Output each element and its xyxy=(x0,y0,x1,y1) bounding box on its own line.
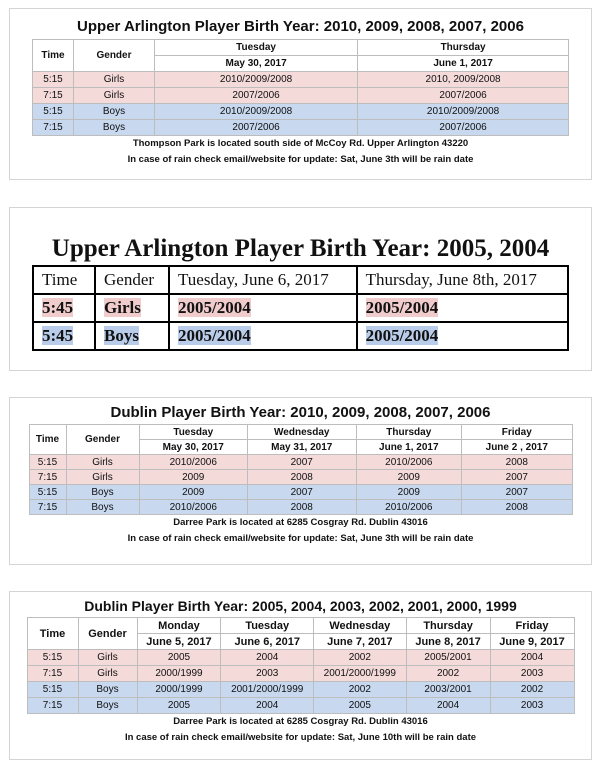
header-time: Time xyxy=(33,40,74,72)
cell-gender: Girls xyxy=(74,88,155,104)
cell-gender: Girls xyxy=(104,298,141,317)
schedule-table xyxy=(32,39,569,136)
schedule-table xyxy=(27,617,575,714)
cell-years: 2010, 2009/2008 xyxy=(358,72,569,88)
location-note: Darree Park is located at 6285 Cosgray Rd. Dublin 43016 xyxy=(173,716,428,727)
cell-years: 2003 xyxy=(490,698,574,714)
header-day: Friday xyxy=(490,618,574,634)
header-time: Time xyxy=(33,266,95,294)
rain-note: In case of rain check email/website for update: Sat, June 3th will be rain date xyxy=(127,533,474,544)
cell-years: 2004 xyxy=(490,650,574,666)
header-time: Time xyxy=(27,618,78,650)
cell-gender: Boys xyxy=(74,104,155,120)
header-date: June 8, 2017 xyxy=(406,634,490,650)
cell-years: 2010/2006 xyxy=(139,455,248,470)
cell-years: 2009 xyxy=(139,470,248,485)
cell-years: 2003 xyxy=(490,666,574,682)
cell-years: 2010/2006 xyxy=(356,500,462,515)
header-gender: Gender xyxy=(66,425,139,455)
cell-years: 2005 xyxy=(137,698,221,714)
panel-title: Upper Arlington Player Birth Year: 2005, 2004 xyxy=(51,235,550,262)
cell-years: 2005/2004 xyxy=(365,326,439,345)
header-date: May 30, 2017 xyxy=(155,56,358,72)
header-day: Monday xyxy=(137,618,221,634)
cell-gender: Boys xyxy=(78,682,137,698)
cell-years: 2007/2006 xyxy=(155,88,358,104)
table-row xyxy=(27,698,574,714)
cell-time: 7:15 xyxy=(27,666,78,682)
cell-years: 2008 xyxy=(248,500,357,515)
cell-gender: Boys xyxy=(74,120,155,136)
header-day: Tuesday xyxy=(221,618,314,634)
cell-years: 2008 xyxy=(462,500,572,515)
table-row xyxy=(33,120,569,136)
cell-years: 2010/2006 xyxy=(139,500,248,515)
table-row xyxy=(33,72,569,88)
header-day: Wednesday xyxy=(314,618,407,634)
cell-years: 2010/2009/2008 xyxy=(155,72,358,88)
cell-years: 2000/1999 xyxy=(137,666,221,682)
cell-years: 2002 xyxy=(406,666,490,682)
header-gender: Gender xyxy=(74,40,155,72)
header-date: June 1, 2017 xyxy=(356,440,462,455)
header-date: June 1, 2017 xyxy=(358,56,569,72)
header-date: May 31, 2017 xyxy=(248,440,357,455)
panel-title: Dublin Player Birth Year: 2010, 2009, 2008, 2007, 2006 xyxy=(110,404,491,421)
cell-years: 2007 xyxy=(248,485,357,500)
cell-gender: Girls xyxy=(66,470,139,485)
cell-years: 2008 xyxy=(462,455,572,470)
table-row xyxy=(27,666,574,682)
table-row xyxy=(33,294,568,322)
table-row xyxy=(33,322,568,350)
table-row xyxy=(29,500,572,515)
cell-gender: Boys xyxy=(78,698,137,714)
header-date: June 9, 2017 xyxy=(490,634,574,650)
cell-years: 2003 xyxy=(221,666,314,682)
header-date: May 30, 2017 xyxy=(139,440,248,455)
cell-years: 2008 xyxy=(248,470,357,485)
cell-years: 2007 xyxy=(462,470,572,485)
cell-years: 2005 xyxy=(314,698,407,714)
cell-years: 2010/2009/2008 xyxy=(155,104,358,120)
panel-title: Dublin Player Birth Year: 2005, 2004, 2003, 2002, 2001, 2000, 1999 xyxy=(84,598,517,614)
cell-years: 2003/2001 xyxy=(406,682,490,698)
header-time: Time xyxy=(29,425,66,455)
cell-time: 7:15 xyxy=(27,698,78,714)
cell-gender: Boys xyxy=(104,326,139,345)
cell-years: 2001/2000/1999 xyxy=(314,666,407,682)
panel-title: Upper Arlington Player Birth Year: 2010, 2009, 2008, 2007, 2006 xyxy=(77,18,524,35)
header-day: Tuesday, June 6, 2017 xyxy=(169,266,357,294)
table-row xyxy=(27,650,574,666)
table-row xyxy=(33,104,569,120)
header-gender: Gender xyxy=(78,618,137,650)
cell-time: 5:15 xyxy=(27,650,78,666)
location-note: Thompson Park is located south side of McCoy Rd. Upper Arlington 43220 xyxy=(132,138,469,149)
location-note: Darree Park is located at 6285 Cosgray Rd. Dublin 43016 xyxy=(173,517,428,528)
cell-time: 5:15 xyxy=(29,455,66,470)
cell-years: 2004 xyxy=(406,698,490,714)
header-day: Thursday xyxy=(356,425,462,440)
rain-note: In case of rain check email/website for update: Sat, June 3th will be rain date xyxy=(127,154,474,165)
header-day: Wednesday xyxy=(248,425,357,440)
cell-time: 5:15 xyxy=(29,485,66,500)
cell-years: 2002 xyxy=(490,682,574,698)
cell-time: 7:15 xyxy=(33,88,74,104)
cell-years: 2010/2006 xyxy=(356,455,462,470)
header-date: June 5, 2017 xyxy=(137,634,221,650)
cell-years: 2007 xyxy=(462,485,572,500)
cell-years: 2005/2004 xyxy=(365,298,439,317)
schedule-panel-upper-arlington-older xyxy=(9,207,592,371)
cell-years: 2004 xyxy=(221,650,314,666)
header-day: Tuesday xyxy=(139,425,248,440)
header-day: Friday xyxy=(462,425,572,440)
cell-gender: Boys xyxy=(66,485,139,500)
cell-time: 5:15 xyxy=(33,104,74,120)
cell-time: 7:15 xyxy=(33,120,74,136)
header-date: June 7, 2017 xyxy=(314,634,407,650)
table-row xyxy=(29,455,572,470)
cell-time: 7:15 xyxy=(29,500,66,515)
header-date: June 2 , 2017 xyxy=(462,440,572,455)
cell-years: 2000/1999 xyxy=(137,682,221,698)
cell-time: 7:15 xyxy=(29,470,66,485)
cell-years: 2005/2001 xyxy=(406,650,490,666)
cell-gender: Girls xyxy=(66,455,139,470)
cell-gender: Girls xyxy=(78,650,137,666)
table-row xyxy=(29,470,572,485)
cell-years: 2007 xyxy=(248,455,357,470)
cell-time: 5:15 xyxy=(33,72,74,88)
cell-years: 2007/2006 xyxy=(358,120,569,136)
cell-years: 2002 xyxy=(314,650,407,666)
cell-years: 2005/2004 xyxy=(178,326,251,345)
cell-years: 2005 xyxy=(137,650,221,666)
cell-years: 2001/2000/1999 xyxy=(221,682,314,698)
header-day: Thursday xyxy=(406,618,490,634)
header-date: June 6, 2017 xyxy=(221,634,314,650)
header-gender: Gender xyxy=(95,266,169,294)
cell-years: 2007/2006 xyxy=(155,120,358,136)
cell-years: 2007/2006 xyxy=(358,88,569,104)
schedule-panel-upper-arlington-younger xyxy=(9,8,592,180)
cell-years: 2004 xyxy=(221,698,314,714)
cell-years: 2009 xyxy=(356,485,462,500)
cell-years: 2009 xyxy=(139,485,248,500)
cell-years: 2005/2004 xyxy=(178,298,251,317)
schedule-table xyxy=(29,424,573,515)
header-day: Tuesday xyxy=(155,40,358,56)
cell-years: 2010/2009/2008 xyxy=(358,104,569,120)
cell-gender: Girls xyxy=(78,666,137,682)
header-day: Thursday xyxy=(358,40,569,56)
cell-time: 5:45 xyxy=(42,298,74,317)
table-row xyxy=(27,682,574,698)
table-row xyxy=(29,485,572,500)
schedule-panel-dublin-older xyxy=(9,591,592,760)
cell-time: 5:45 xyxy=(42,326,74,345)
header-day: Thursday, June 8th, 2017 xyxy=(357,266,568,294)
cell-time: 5:15 xyxy=(27,682,78,698)
table-row xyxy=(33,88,569,104)
cell-years: 2002 xyxy=(314,682,407,698)
rain-note: In case of rain check email/website for update: Sat, June 10th will be rain date xyxy=(124,732,477,743)
cell-gender: Boys xyxy=(66,500,139,515)
cell-years: 2009 xyxy=(356,470,462,485)
schedule-panel-dublin-younger xyxy=(9,397,592,565)
cell-gender: Girls xyxy=(74,72,155,88)
schedule-table xyxy=(32,265,569,351)
